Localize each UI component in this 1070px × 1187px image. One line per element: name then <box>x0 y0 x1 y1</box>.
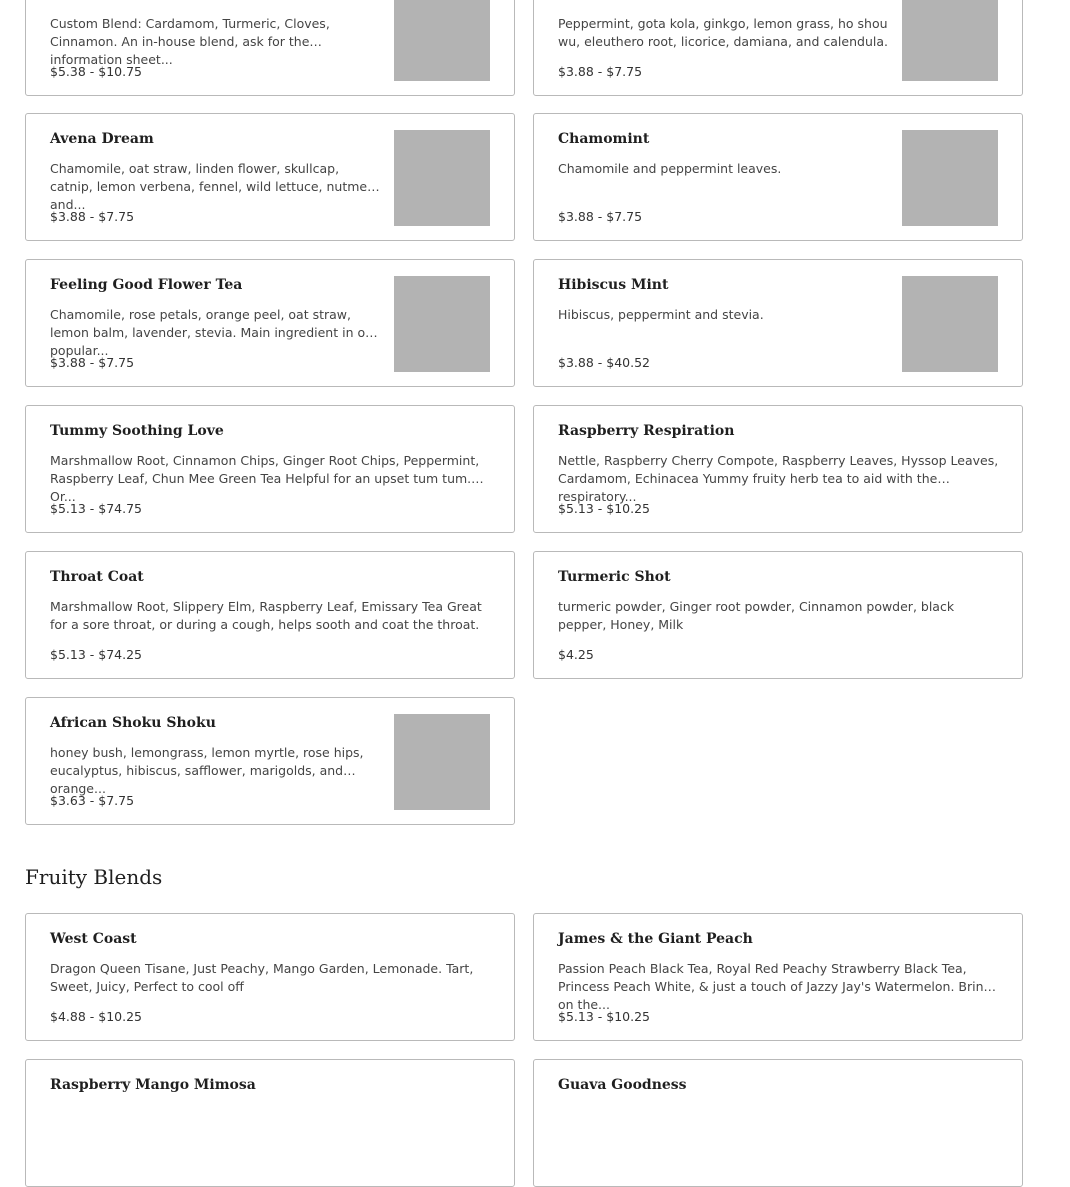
item-description: honey bush, lemongrass, lemon myrtle, rose hips, eucalyptus, hibiscus, safflower, marigolds, and orange... <box>50 745 364 796</box>
item-description: Custom Blend: Cardamom, Turmeric, Cloves, Cinnamon. An in-house blend, ask for the information sheet... <box>50 16 330 67</box>
item-price: $3.88 - $40.52 <box>558 355 650 370</box>
menu-item-card[interactable] <box>25 0 515 96</box>
item-description: Chamomile, oat straw, linden flower, skullcap, catnip, lemon verbena, fennel, wild lettuce, nutmeg, and... <box>50 161 380 212</box>
item-image-placeholder <box>394 276 490 372</box>
item-image-placeholder <box>902 276 998 372</box>
item-description: Nettle, Raspberry Cherry Compote, Raspberry Leaves, Hyssop Leaves, Cardamom, Echinacea Yummy fruity herb tea to aid with the respiratory... <box>558 453 999 504</box>
item-price: $3.63 - $7.75 <box>50 793 135 808</box>
item-description: Chamomile, rose petals, orange peel, oat straw, lemon balm, lavender, stevia. Main ingredient in our popular... <box>50 307 379 358</box>
item-description: Peppermint, gota kola, ginkgo, lemon grass, ho shou wu, eleuthero root, licorice, damiana, and calendula. <box>558 16 888 49</box>
menu-item-card[interactable] <box>533 0 1023 96</box>
menu-item-card[interactable] <box>533 113 1023 241</box>
item-title: Tummy Soothing Love <box>50 423 224 439</box>
item-title: Hibiscus Mint <box>558 277 669 293</box>
item-price: $5.13 - $74.25 <box>50 647 142 662</box>
item-price: $3.88 - $7.75 <box>558 209 643 224</box>
item-description: Passion Peach Black Tea, Royal Red Peachy Strawberry Black Tea, Princess Peach White, & just a touch of Jazzy Jay's Watermelon. Bring on the... <box>558 961 992 1012</box>
item-image-placeholder <box>394 0 490 81</box>
menu-item-card[interactable] <box>533 913 1023 1041</box>
item-title: Feeling Good Flower Tea <box>50 277 243 293</box>
item-price: $4.25 <box>558 647 594 662</box>
item-title: Guava Goodness <box>558 1077 687 1093</box>
item-image-placeholder <box>394 130 490 226</box>
item-price: $3.88 - $7.75 <box>558 64 643 79</box>
item-description: Marshmallow Root, Cinnamon Chips, Ginger Root Chips, Peppermint, Raspberry Leaf, Chun Mee Green Tea Helpful for an upset tum tum. Or... <box>50 453 480 504</box>
menu-item-card[interactable] <box>25 913 515 1041</box>
item-title: Turmeric Shot <box>558 569 671 585</box>
item-price: $5.13 - $10.25 <box>558 501 650 516</box>
item-image-placeholder <box>902 0 998 81</box>
item-description: Marshmallow Root, Slippery Elm, Raspberry Leaf, Emissary Tea Great for a sore throat, or during a cough, helps sooth and coat the throat. <box>50 599 482 632</box>
menu-item-card[interactable] <box>25 405 515 533</box>
menu-item-card[interactable] <box>533 1059 1023 1187</box>
menu-item-card[interactable] <box>533 551 1023 679</box>
menu-item-card[interactable] <box>533 405 1023 533</box>
menu-item-card[interactable] <box>25 113 515 241</box>
item-title: West Coast <box>50 931 137 947</box>
menu-item-card[interactable] <box>25 259 515 387</box>
item-title: Raspberry Mango Mimosa <box>50 1077 256 1093</box>
item-title: Raspberry Respiration <box>558 423 735 439</box>
item-title: Avena Dream <box>50 131 154 147</box>
section-title-fruity-blends: Fruity Blends <box>25 865 163 889</box>
item-description: Chamomile and peppermint leaves. <box>558 161 782 176</box>
item-price: $5.13 - $74.75 <box>50 501 142 516</box>
item-price: $4.88 - $10.25 <box>50 1009 142 1024</box>
menu-item-card[interactable] <box>25 697 515 825</box>
item-price: $3.88 - $7.75 <box>50 355 135 370</box>
item-image-placeholder <box>902 130 998 226</box>
item-title: Throat Coat <box>50 569 144 585</box>
menu-item-card[interactable] <box>25 551 515 679</box>
menu-item-card[interactable] <box>25 1059 515 1187</box>
item-title: African Shoku Shoku <box>50 715 216 731</box>
item-description: turmeric powder, Ginger root powder, Cinnamon powder, black pepper, Honey, Milk <box>558 599 955 632</box>
menu-item-card[interactable] <box>533 259 1023 387</box>
item-price: $5.38 - $10.75 <box>50 64 142 79</box>
item-description: Hibiscus, peppermint and stevia. <box>558 307 764 322</box>
item-title: Chamomint <box>558 131 650 147</box>
item-price: $5.13 - $10.25 <box>558 1009 650 1024</box>
item-price: $3.88 - $7.75 <box>50 209 135 224</box>
item-title: James & the Giant Peach <box>558 931 753 947</box>
item-description: Dragon Queen Tisane, Just Peachy, Mango Garden, Lemonade. Tart, Sweet, Juicy, Perfect to cool off <box>50 961 474 994</box>
item-image-placeholder <box>394 714 490 810</box>
